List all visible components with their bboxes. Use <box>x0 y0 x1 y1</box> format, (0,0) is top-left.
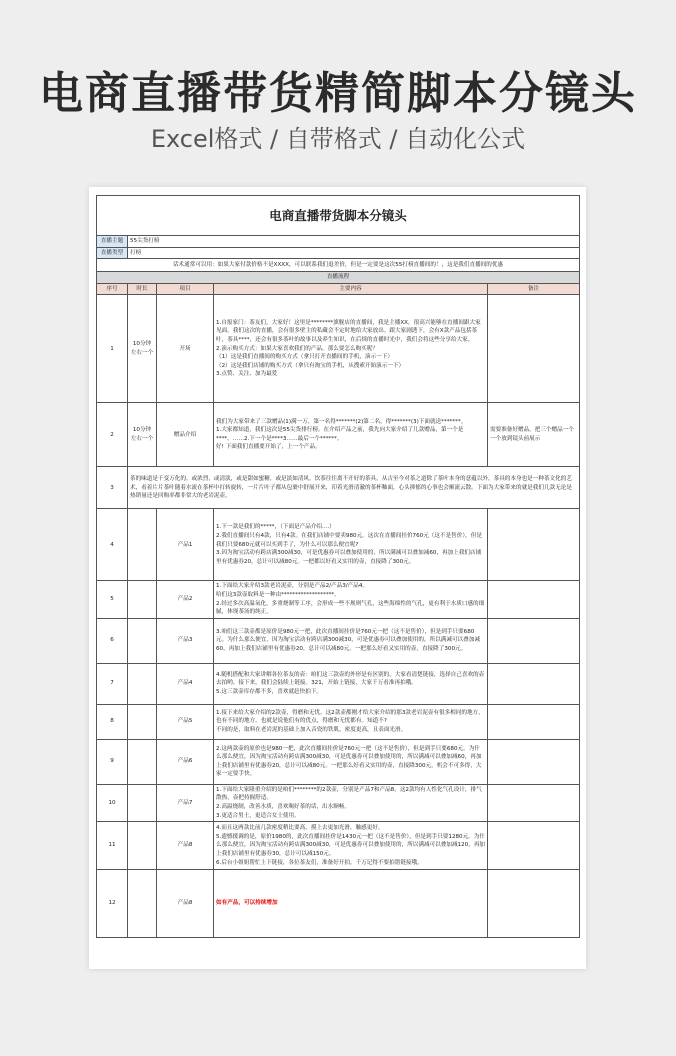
row-number: 8 <box>97 704 128 739</box>
row-duration <box>128 870 157 938</box>
section-header: 直播流程 <box>97 272 580 284</box>
type-value: 打榜 <box>128 247 580 259</box>
row-note <box>488 704 580 739</box>
row-item: 产品3 <box>157 618 214 663</box>
type-label: 直播类型 <box>97 247 128 259</box>
row-content <box>214 739 488 784</box>
table-row <box>97 822 580 870</box>
row-item: 产品7 <box>157 784 214 821</box>
spreadsheet-preview <box>89 187 586 969</box>
content-line: 1.接下来给大家介绍的2款壶，得磨和无忧。这2款壶都刚才给大家介绍的那3款老岩泥壶有很多相同的地方，也有不同的地方。也就是说他们有的优点，得磨和无忧都有。知道不? <box>216 709 484 725</box>
content-line: 1.下面给大家介绍3款老岩泥壶，分别是产品2/产品3/产品4。 <box>216 583 368 590</box>
content-line: 1.下一款是我们的*****，（下面是产品介绍....） <box>216 524 335 531</box>
content-line: 哈们这3款壶取料是一种由*******************。 <box>216 591 340 598</box>
row-item: 产品8 <box>157 870 214 938</box>
row-duration <box>128 822 157 870</box>
row-content <box>128 467 580 509</box>
sheet-title: 电商直播带货脚本分镜头 <box>97 196 580 236</box>
row-number: 10 <box>97 784 128 821</box>
content-line: 3.更适合男士，更适合女士使用。 <box>216 812 300 819</box>
content-line: （2）这是我们店铺的购买方式（拿只有淘宝的手机，从搜索开始演示一下） <box>216 362 405 369</box>
row-item: 产品1 <box>157 509 214 581</box>
row-number: 12 <box>97 870 128 938</box>
row-number: 9 <box>97 739 128 784</box>
content-line: 3.点赞、关注、加为最爱 <box>216 371 278 378</box>
row-content <box>214 663 488 704</box>
slogan-row: 话术通常可以用：如果大家付款价格不是XXXX，可以联系我们退差价，但是一定要是这次55打榜直播间的！，这是我们直播间的优惠 <box>97 259 580 272</box>
row-number: 1 <box>97 295 128 403</box>
table-row <box>97 784 580 821</box>
row-duration: 10分钟 左右一个 <box>128 403 157 467</box>
row-item: 产品4 <box>157 663 214 704</box>
table-row <box>97 581 580 618</box>
content-line: 4.随机搭配和大家讲解各位茶友的壶：咱们这三款壶的外形是有区别的，大家看清楚链接，选择自己喜欢的壶去拍哟。接下来，我们会陆续上链接。321，开始上链接，大家千万看准再拍哦。 <box>216 671 485 687</box>
row-number: 2 <box>97 403 128 467</box>
row-duration <box>128 739 157 784</box>
content-line: 6.后台小姐姐帮忙上下链接，各位茶友们，准备好开拍。千万记得不要拍错链接哦。 <box>216 859 423 866</box>
table-row <box>97 295 580 403</box>
row-note <box>488 295 580 403</box>
row-item: 产品8 <box>157 822 214 870</box>
content-line: 2.高温烧制，改善水质，喜欢喝好茶的话，出水顺畅。 <box>216 803 350 810</box>
row-duration <box>128 704 157 739</box>
row-duration <box>128 784 157 821</box>
content-line: 1.自报家门：茶友们，大家好！这里是********旗舰店的直播间，我是主播XX，很高兴能够在直播间跟大家见面。我们这次的直播，会有很多壁主的私藏会不定时地给大家放出。跟大家剧透下，会有X款产品包括茶叶，茶具****，还会有很多茶叶的故事以及养生知识，在后续的直播时光中，我们会将这些分享给大家。 <box>216 319 481 343</box>
column-header-note: 备注 <box>488 283 580 295</box>
row-note <box>488 822 580 870</box>
row-note <box>488 618 580 663</box>
column-header-duration: 时长 <box>128 283 157 295</box>
content-line: 5.这三款壶库存都不多，喜欢就赶快拍下。 <box>216 689 323 696</box>
row-content <box>214 403 488 467</box>
row-note <box>488 784 580 821</box>
row-item: 产品2 <box>157 581 214 618</box>
table-row <box>97 663 580 704</box>
row-item: 赠品介绍 <box>157 403 214 467</box>
row-number: 6 <box>97 618 128 663</box>
table-row <box>97 704 580 739</box>
content-line: 1.大家都知道，我们这次是55尖货排行榜，在介绍产品之前，我先向大家介绍了几款赠品，第一个是****。……2.下一个是****3……最后一个******。 <box>216 427 464 442</box>
row-number: 7 <box>97 663 128 704</box>
row-number: 5 <box>97 581 128 618</box>
row-note <box>488 739 580 784</box>
content-line: 我们为大家带来了三款赠品(1)满一万，第一名得*******(2)第二名，得*******(3)下面就送*******。 <box>216 418 467 425</box>
banner-title: 电商直播带货精简脚本分镜头 <box>39 68 637 119</box>
content-line: 好! 下面我们直播要开始了，上一个产品。 <box>216 444 321 451</box>
content-line: 1.下面给大家隆重介绍的是咱们********的2款壶，分别是产品7和产品8。这2款均有人性化气孔设计，排气散热，壶把持握舒适。 <box>216 786 482 802</box>
row-number: 4 <box>97 509 128 581</box>
content-highlight: 如有产品，可以持续增加 <box>216 900 278 907</box>
row-number: 3 <box>97 467 128 509</box>
row-note <box>488 663 580 704</box>
row-content <box>214 618 488 663</box>
theme-label: 直播主题 <box>97 236 128 248</box>
table-row <box>97 618 580 663</box>
row-duration: 10分钟 左右一个 <box>128 295 157 403</box>
table-row <box>97 467 580 509</box>
content-line: 2.这两款壶的原价也是980一把，此次直播间挂价是760元一把（这不是售价），但是到手只要680元。为什么那么便宜，因为淘宝活动有跨店满300减30，可是优惠券可以叠加使用的，所以满减可以叠加减60，再加上我们店铺里有优惠券20，总计可以减80元。一把那么好看又实用的壶，直接降300元，机会不可多得，大家一定要手快。 <box>216 745 482 778</box>
row-content <box>214 704 488 739</box>
row-item: 产品5 <box>157 704 214 739</box>
table-row <box>97 739 580 784</box>
row-duration <box>128 581 157 618</box>
row-duration <box>128 663 157 704</box>
row-content <box>214 509 488 581</box>
table-row <box>97 870 580 938</box>
row-note <box>488 509 580 581</box>
row-duration <box>128 618 157 663</box>
content-line: 3.咱们这三款壶都是原价是980元一把，此次直播间挂价是760元一把（这不是售价），但是到手只要680元。为什么那么便宜，因为淘宝活动有跨店满300减30，可是优惠券可以叠加使用的，所以满减可以叠加减60，再加上我们店铺里有优惠券20，总计可以减80元。一把那么好看又实用的壶，直接降了300元。 <box>216 628 480 653</box>
content-line: 3.因为淘宝活动有跨店满300减30，可是优惠券可以叠加使用的，所以满减可以叠加减60，再加上我们店铺里有优惠券20，总计可以减80元。一把都以好看又实用的壶，直接降了300元。 <box>216 550 482 565</box>
row-content <box>214 822 488 870</box>
content-line: 2.我们直播间只有4款，只有4款。在我们店铺中要卖980元。这次在直播间挂价760元（这不是售价），但是我们只要680元就可以买到手了，为什么可以那么便宜呢? <box>216 532 482 548</box>
row-content <box>214 581 488 618</box>
script-table <box>96 195 580 938</box>
content-line: 不同的是，取料在老岩泥的基础上加入音瓷的铁肌，密度更高，且表面光滑。 <box>216 727 407 734</box>
column-header-content: 主要内容 <box>214 283 488 295</box>
row-item: 产品6 <box>157 739 214 784</box>
column-header-item: 项目 <box>157 283 214 295</box>
theme-value: 55尖货打榜 <box>128 236 580 248</box>
row-note: 需要准备好赠品，把三个赠品一个一个放到镜头前展示 <box>488 403 580 467</box>
content-line: 4.而且这两款比前几款密度稍比要高，摸上去更加光滑，触感更好。 <box>216 825 384 832</box>
banner-subtitle: Excel格式 / 自带格式 / 自动化公式 <box>150 125 526 153</box>
row-duration <box>128 509 157 581</box>
content-line: （1）这是我们直播间的购买方式（拿只打开直播间的手机，演示一下） <box>216 354 393 361</box>
row-content <box>214 784 488 821</box>
content-line: 5.遗憾援调的是，原价1980的，此次直播间挂价是1430元一把（这不是售价），但是到手只要1280元。为什么那么便宜，因为淘宝活动有跨店满300减30，可是优惠券可以叠加使用的，所以满减可以叠加减120，再加上我们店铺里有优惠券30，总计可以减150元。 <box>216 833 486 857</box>
content-line: 2.经过多次高温氧化，多重烧制等工序，会形成一些不规则气孔，这些海绵性的气孔，更有利于水质口感的细腻，体现茶汤的纯正。 <box>216 600 485 616</box>
row-note <box>488 870 580 938</box>
column-header-no: 序号 <box>97 283 128 295</box>
content-line: 2.演示购买方式：如果大家喜欢我们的产品，那么要怎么购买呢？ <box>216 345 378 352</box>
table-row <box>97 403 580 467</box>
table-row <box>97 509 580 581</box>
row-content <box>214 295 488 403</box>
row-note <box>488 581 580 618</box>
content-line: 茶的味道是千变万化的，或浓烈，或清淡，或是甜如蜜糖，或是淡如清风。饮茶往往离不开好的茶具，从古至今对茶之道除了茶叶本身的意蕴以外，茶具的本身也是一种茶文化的艺术，看着片片茶叶随着水流在茶杯中打转旋转，一片片叶子都从包裹中舒展开来，印着光滑清澈的茶杯釉面，心头抑郁的心事也会顺流云散。下面为大家带来的就是我们几款无论是热销量还是回购率都非常大的老岩泥壶。 <box>130 475 572 500</box>
row-item: 开场 <box>157 295 214 403</box>
row-content <box>214 870 488 938</box>
row-number: 11 <box>97 822 128 870</box>
